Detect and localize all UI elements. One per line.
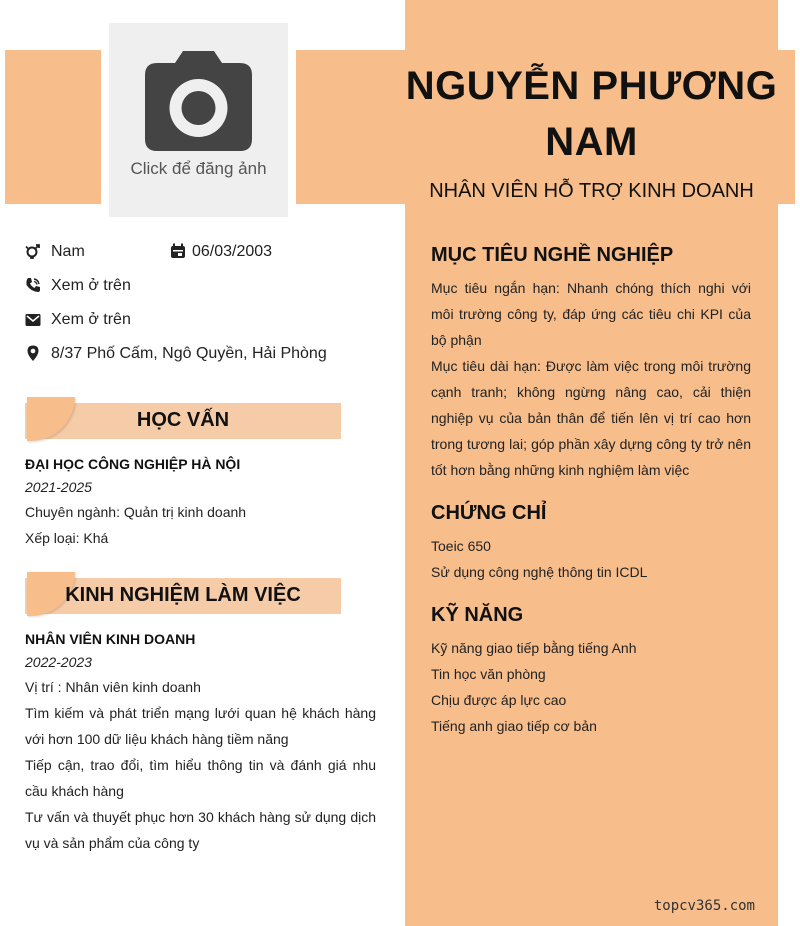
experience-heading [25, 572, 341, 614]
certificate-item: Sử dụng công nghệ thông tin ICDL [431, 564, 648, 580]
skill-item: Tiếng anh giao tiếp cơ bản [431, 718, 597, 734]
location-icon [25, 345, 41, 361]
header-band-left [5, 50, 101, 204]
photo-upload[interactable] [109, 23, 288, 217]
calendar-icon [170, 243, 186, 259]
skill-item: Tin học văn phòng [431, 666, 546, 682]
candidate-name-line1: NGUYỄN PHƯƠNG [405, 64, 778, 108]
objective-title: MỤC TIÊU NGHỀ NGHIỆP [431, 244, 674, 266]
candidate-position: NHÂN VIÊN HỖ TRỢ KINH DOANH [429, 180, 754, 202]
birthdate-value: 06/03/2003 [192, 243, 273, 260]
gender-value: Nam [51, 243, 85, 260]
watermark: topcv365.com [653, 898, 755, 914]
candidate-name-line2: NAM [545, 120, 638, 164]
photo-upload-label: Click để đăng ảnh [130, 159, 267, 178]
experience-period: 2022-2023 [25, 654, 92, 670]
education-heading [25, 397, 341, 439]
education-grade: Xếp loại: Khá [25, 530, 109, 546]
address-value: 8/37 Phố Cấm, Ngô Quyền, Hải Phòng [51, 345, 327, 362]
phone-icon [25, 277, 41, 293]
education-major: Chuyên ngành: Quản trị kinh doanh [25, 504, 247, 520]
skill-item: Kỹ năng giao tiếp bằng tiếng Anh [431, 640, 637, 656]
education-school: ĐẠI HỌC CÔNG NGHIỆP HÀ NỘI [25, 456, 241, 472]
skills-title: KỸ NĂNG [431, 604, 524, 626]
experience-line: Tìm kiếm và phát triển mạng lưới quan hệ khách hàng với hơn 100 dữ liệu khách hàng tiềm năng [25, 705, 376, 747]
camera-icon [145, 51, 252, 151]
email-value: Xem ở trên [51, 311, 131, 328]
phone-value: Xem ở trên [51, 277, 131, 294]
certificate-item: Toeic 650 [431, 538, 491, 554]
email-icon [25, 312, 41, 328]
candidate-name [405, 58, 778, 170]
experience-role: NHÂN VIÊN KINH DOANH [25, 631, 196, 647]
education-title: HỌC VẤN [136, 409, 230, 431]
experience-line: Tiếp cận, trao đổi, tìm hiểu thông tin và đánh giá nhu cầu khách hàng [25, 757, 376, 799]
education-period: 2021-2025 [25, 479, 92, 495]
experience-line: Vị trí : Nhân viên kinh doanh [25, 679, 201, 695]
gender-icon [25, 243, 41, 259]
objective-long-term: Mục tiêu dài hạn: Được làm việc trong môi trường cạnh tranh; không ngừng nâng cao, cải thiện nghiệp vụ của bản thân để tiến lên vị trí cao hơn trong tương lai; góp phần xây dựng công ty trở nên tốt hơn bằng những kinh nghiệm làm việc [431, 358, 751, 478]
certificates-title: CHỨNG CHỈ [431, 502, 547, 524]
objective-short-term: Mục tiêu ngắn hạn: Nhanh chóng thích nghi với môi trường công ty, đáp ứng các tiêu chi KPI của bộ phận [431, 280, 751, 348]
experience-title: KINH NGHIỆM LÀM VIỆC [65, 584, 301, 606]
experience-line: Tư vấn và thuyết phục hơn 30 khách hàng sử dụng dịch vụ và sản phẩm của công ty [25, 809, 376, 851]
skill-item: Chịu được áp lực cao [431, 692, 567, 708]
